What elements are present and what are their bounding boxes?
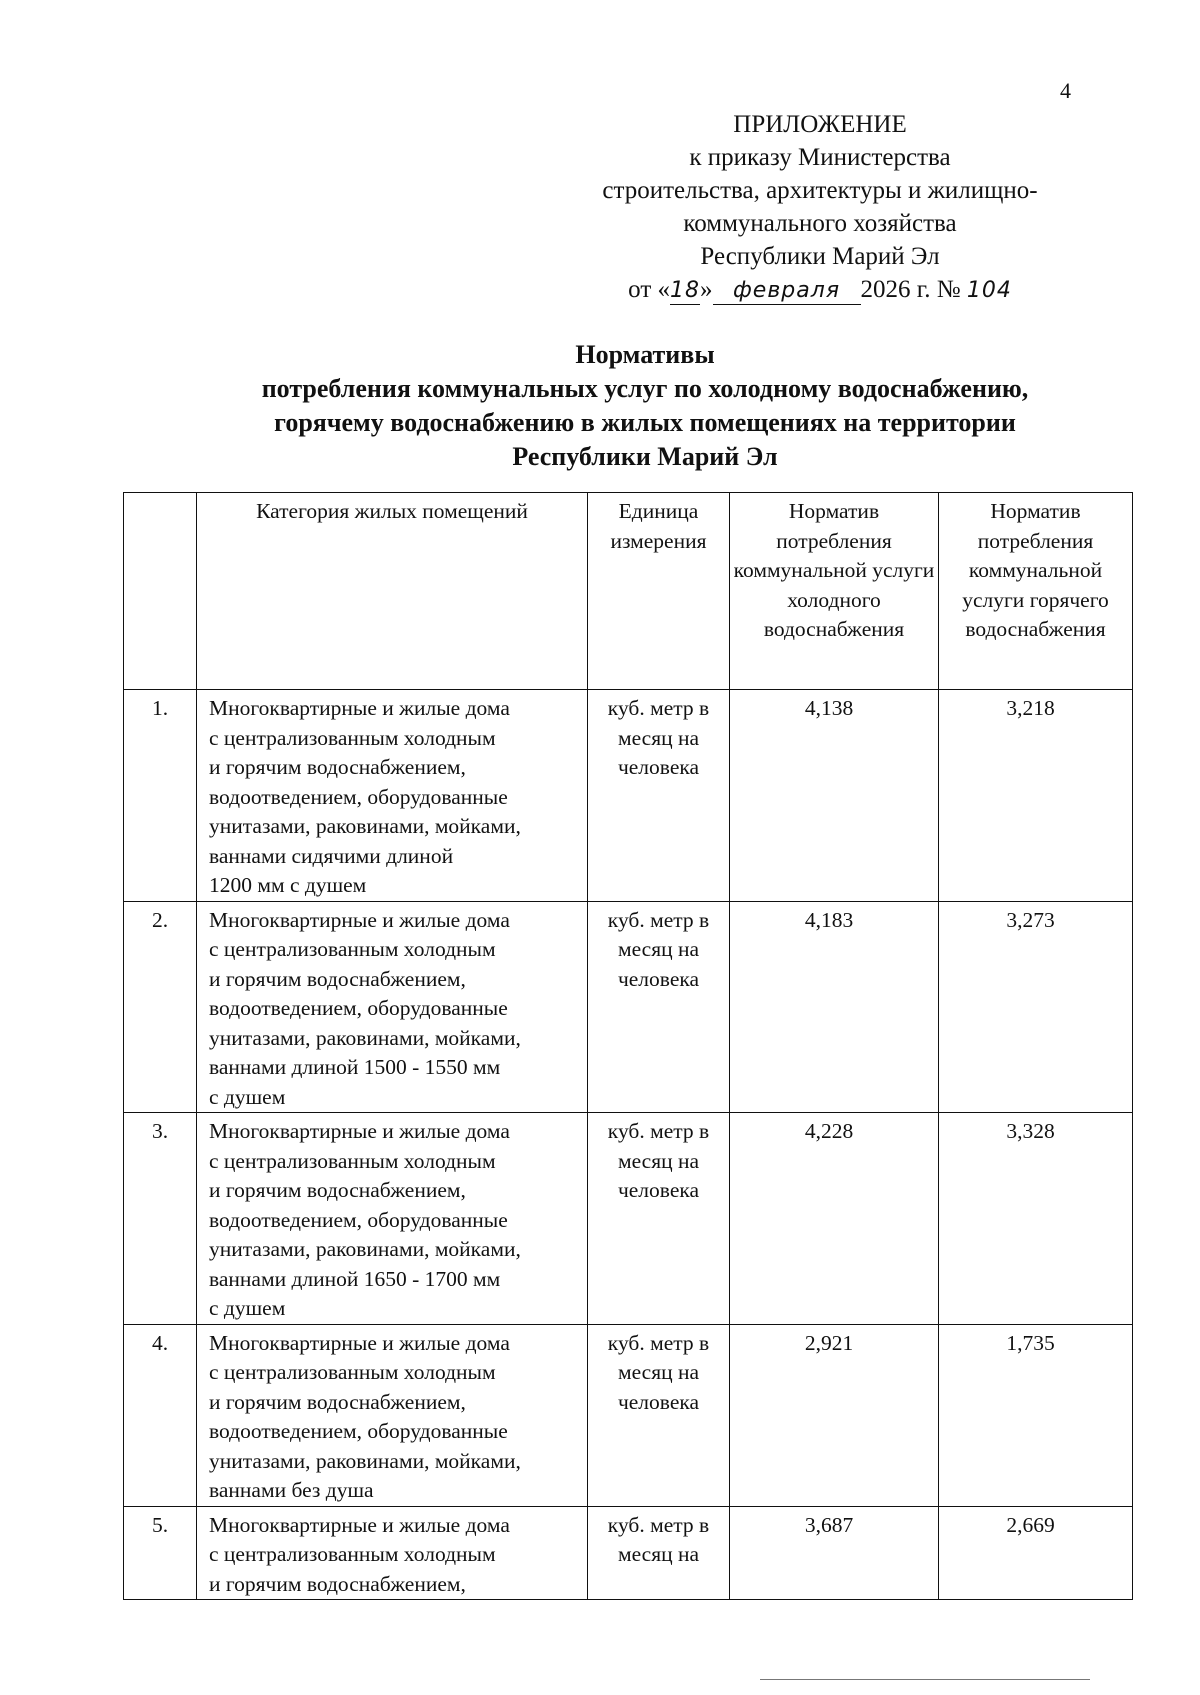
category-line: ваннами длиной 1500 - 1550 мм	[209, 1055, 501, 1079]
row-unit: куб. метр в месяц на человека	[588, 901, 730, 1113]
row-number: 5.	[124, 1506, 197, 1600]
table-row	[124, 690, 1133, 902]
title-line: Республики Марий Эл	[512, 442, 778, 471]
category-line: унитазами, раковинами, мойками,	[209, 1237, 521, 1261]
category-line: и горячим водоснабжением,	[209, 1389, 466, 1414]
date-mid: »	[700, 276, 713, 303]
row-unit: куб. метр в месяц на человека	[588, 1113, 730, 1325]
category-line: водоотведением, оборудованные	[209, 1419, 508, 1443]
category-line: Многоквартирные и жилые дома	[209, 1119, 510, 1143]
header-cold-water: Норматив потребления коммунальной услуги холодного водоснабжения	[730, 493, 939, 690]
row-cold-value: 4,138	[730, 690, 939, 902]
category-line: с централизованным холодным	[209, 937, 496, 961]
row-number: 2.	[124, 901, 197, 1113]
category-line: водоотведением, оборудованные	[209, 1207, 508, 1232]
category-line: унитазами, раковинами, мойками,	[209, 814, 521, 838]
category-line: ваннами без душа	[209, 1478, 374, 1502]
date-prefix: от «	[628, 276, 671, 303]
row-hot-value: 3,218	[939, 690, 1133, 902]
norms-table	[123, 492, 1133, 1600]
appendix-line: строительства, архитектуры и жилищно-	[602, 177, 1038, 204]
row-cold-value: 2,921	[730, 1324, 939, 1506]
appendix-line: Республики Марий Эл	[700, 243, 940, 270]
category-line: с централизованным холодным	[209, 1148, 496, 1173]
row-hot-value: 2,669	[939, 1506, 1133, 1600]
table-header-row	[124, 493, 1133, 690]
row-category	[197, 1324, 588, 1506]
date-day-handwritten: 18	[670, 278, 701, 303]
header-num	[124, 493, 197, 690]
page-number: 4	[1060, 78, 1071, 103]
row-cold-value: 3,687	[730, 1506, 939, 1600]
category-line: водоотведением, оборудованные	[209, 996, 508, 1020]
category-line: с душем	[209, 1296, 286, 1320]
title-line: потребления коммунальных услуг по холодному водоснабжению,	[261, 374, 1029, 403]
row-category	[197, 1113, 588, 1325]
category-line: ваннами длиной 1650 - 1700 мм	[209, 1266, 501, 1291]
title-line: Нормативы	[575, 340, 715, 369]
date-year: 2026 г. №	[860, 276, 961, 303]
row-unit: куб. метр в месяц на человека	[588, 1324, 730, 1506]
row-number: 3.	[124, 1113, 197, 1325]
category-line: и горячим водоснабжением,	[209, 1178, 466, 1202]
title-line: горячему водоснабжению в жилых помещениях на территории	[274, 408, 1016, 437]
category-line: и горячим водоснабжением,	[209, 1571, 466, 1596]
category-line: Многоквартирные и жилые дома	[209, 907, 510, 932]
appendix-heading: ПРИЛОЖЕНИЕ	[733, 111, 907, 138]
order-date-line	[540, 273, 1100, 307]
category-line: унитазами, раковинами, мойками,	[209, 1025, 521, 1050]
order-number-handwritten: 104	[966, 278, 1012, 303]
row-cold-value: 4,183	[730, 901, 939, 1113]
category-line: и горячим водоснабжением,	[209, 966, 466, 991]
appendix-block	[540, 108, 1100, 307]
category-line: Многоквартирные и жилые дома	[209, 1330, 510, 1355]
row-category	[197, 1506, 588, 1600]
category-line: водоотведением, оборудованные	[209, 784, 508, 809]
row-number: 1.	[124, 690, 197, 902]
appendix-line: к приказу Министерства	[689, 144, 951, 171]
table-row	[124, 1113, 1133, 1325]
table-row	[124, 1324, 1133, 1506]
row-unit: куб. метр в месяц на человека	[588, 690, 730, 902]
table-row	[124, 901, 1133, 1113]
row-category	[197, 901, 588, 1113]
category-line: с централизованным холодным	[209, 1542, 496, 1566]
header-category: Категория жилых помещений	[197, 493, 588, 690]
category-line: и горячим водоснабжением,	[209, 755, 466, 779]
row-hot-value: 1,735	[939, 1324, 1133, 1506]
document-title	[120, 338, 1170, 474]
category-line: унитазами, раковинами, мойками,	[209, 1448, 521, 1473]
header-unit: Единица измерения	[588, 493, 730, 690]
category-line: 1200 мм с душем	[209, 873, 367, 897]
category-line: с централизованным холодным	[209, 1360, 496, 1384]
row-hot-value: 3,328	[939, 1113, 1133, 1325]
row-hot-value: 3,273	[939, 901, 1133, 1113]
appendix-line: коммунального хозяйства	[683, 210, 957, 237]
footer-divider	[760, 1679, 1090, 1680]
category-line: Многоквартирные и жилые дома	[209, 696, 510, 720]
row-number: 4.	[124, 1324, 197, 1506]
category-line: с душем	[209, 1084, 286, 1109]
table-row	[124, 1506, 1133, 1600]
row-category	[197, 690, 588, 902]
category-line: с централизованным холодным	[209, 725, 496, 750]
header-hot-water: Норматив потребления коммунальной услуги горячего водоснабжения	[939, 493, 1133, 690]
category-line: ваннами сидячими длиной	[209, 843, 454, 868]
category-line: Многоквартирные и жилые дома	[209, 1512, 510, 1537]
row-cold-value: 4,228	[730, 1113, 939, 1325]
row-unit: куб. метр в месяц на	[588, 1506, 730, 1600]
date-month-handwritten: февраля	[713, 278, 861, 305]
